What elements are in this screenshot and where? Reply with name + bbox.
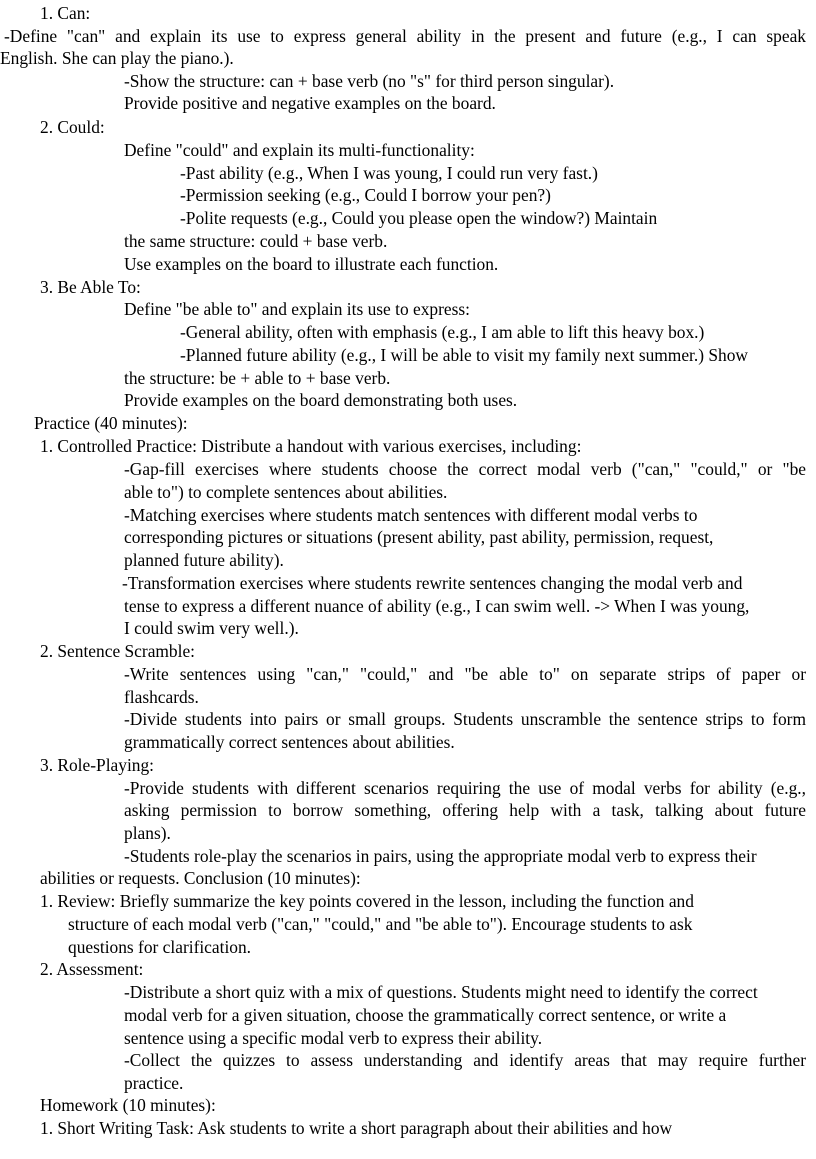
paragraph-line: -Past ability (e.g., When I was young, I could run very fast.) (180, 163, 598, 183)
paragraph-line: corresponding pictures or situations (present ability, past ability, permission, request, (124, 527, 714, 547)
paragraph-line: -Provide students with different scenarios requiring the use of modal verbs for ability (e.g., (124, 778, 806, 798)
paragraph-line: Use examples on the board to illustrate each function. (124, 254, 499, 274)
paragraph-line: able to") to complete sentences about abilities. (124, 482, 448, 502)
paragraph-line: tense to express a different nuance of ability (e.g., I can swim well. -> When I was young, (124, 596, 750, 616)
section-heading-practice: Practice (40 minutes): (34, 413, 188, 433)
paragraph-line: plans). (124, 823, 171, 843)
list-item-sentence-scramble: 2. Sentence Scramble: (40, 641, 196, 661)
paragraph-line: -Matching exercises where students match sentences with different modal verbs to (124, 505, 698, 525)
paragraph-line: sentence using a specific modal verb to express their ability. (124, 1028, 543, 1048)
paragraph-line: -Collect the quizzes to assess understanding and identify areas that may require further (124, 1050, 806, 1070)
list-item-assessment: 2. Assessment: (40, 959, 144, 979)
paragraph-line: -Show the structure: can + base verb (no "s" for third person singular). (124, 71, 615, 91)
paragraph-line: -Planned future ability (e.g., I will be able to visit my family next summer.) Show (180, 345, 748, 365)
paragraph-line: -Permission seeking (e.g., Could I borrow your pen?) (180, 185, 551, 205)
list-item-review: 1. Review: Briefly summarize the key points covered in the lesson, including the function and (40, 891, 694, 911)
paragraph-line: asking permission to borrow something, offering help with a task, talking about future (124, 800, 806, 820)
paragraph-line: I could swim very well.). (124, 618, 299, 638)
paragraph-line: -Divide students into pairs or small groups. Students unscramble the sentence strips to form (124, 709, 806, 729)
paragraph-line: flashcards. (124, 687, 199, 707)
list-item-can: 1. Can: (40, 3, 91, 23)
paragraph-line: the same structure: could + base verb. (124, 231, 388, 251)
paragraph-line: -Define "can" and explain its use to express general ability in the present and future (e.g., I can speak (4, 26, 806, 46)
paragraph-line: -Transformation exercises where students rewrite sentences changing the modal verb and (122, 573, 743, 593)
paragraph-line: -Polite requests (e.g., Could you please open the window?) Maintain (180, 208, 658, 228)
paragraph-line: the structure: be + able to + base verb. (124, 368, 391, 388)
paragraph-line: -Write sentences using "can," "could," and "be able to" on separate strips of paper or (124, 664, 806, 684)
paragraph-line: English. She can play the piano.). (0, 48, 234, 68)
list-item-controlled-practice: 1. Controlled Practice: Distribute a handout with various exercises, including: (40, 436, 582, 456)
paragraph-line: -Students role-play the scenarios in pairs, using the appropriate modal verb to express their (124, 846, 757, 866)
paragraph-line: Provide positive and negative examples on the board. (124, 93, 496, 113)
paragraph-line: abilities or requests. Conclusion (10 minutes): (40, 868, 361, 888)
paragraph-line: Define "could" and explain its multi-functionality: (124, 140, 475, 160)
paragraph-line: practice. (124, 1073, 184, 1093)
paragraph-line: modal verb for a given situation, choose the grammatically correct sentence, or write a (124, 1005, 727, 1025)
list-item-role-playing: 3. Role-Playing: (40, 755, 154, 775)
section-heading-homework: Homework (10 minutes): (40, 1095, 216, 1115)
paragraph-line: -Distribute a short quiz with a mix of questions. Students might need to identify the correct (124, 982, 758, 1002)
paragraph-line: structure of each modal verb ("can," "could," and "be able to"). Encourage students to ask (68, 914, 693, 934)
paragraph-line: grammatically correct sentences about abilities. (124, 732, 455, 752)
paragraph-line: Define "be able to" and explain its use to express: (124, 299, 470, 319)
paragraph-line: -General ability, often with emphasis (e.g., I am able to lift this heavy box.) (180, 322, 705, 342)
paragraph-line: -Gap-fill exercises where students choose the correct modal verb ("can," "could," or "be (124, 459, 806, 479)
list-item-short-writing-task: 1. Short Writing Task: Ask students to write a short paragraph about their abilities and how (40, 1118, 673, 1138)
list-item-be-able-to: 3. Be Able To: (40, 277, 141, 297)
paragraph-line: Provide examples on the board demonstrating both uses. (124, 390, 518, 410)
list-item-could: 2. Could: (40, 117, 105, 137)
paragraph-line: questions for clarification. (68, 937, 252, 957)
paragraph-line: planned future ability). (124, 550, 284, 570)
